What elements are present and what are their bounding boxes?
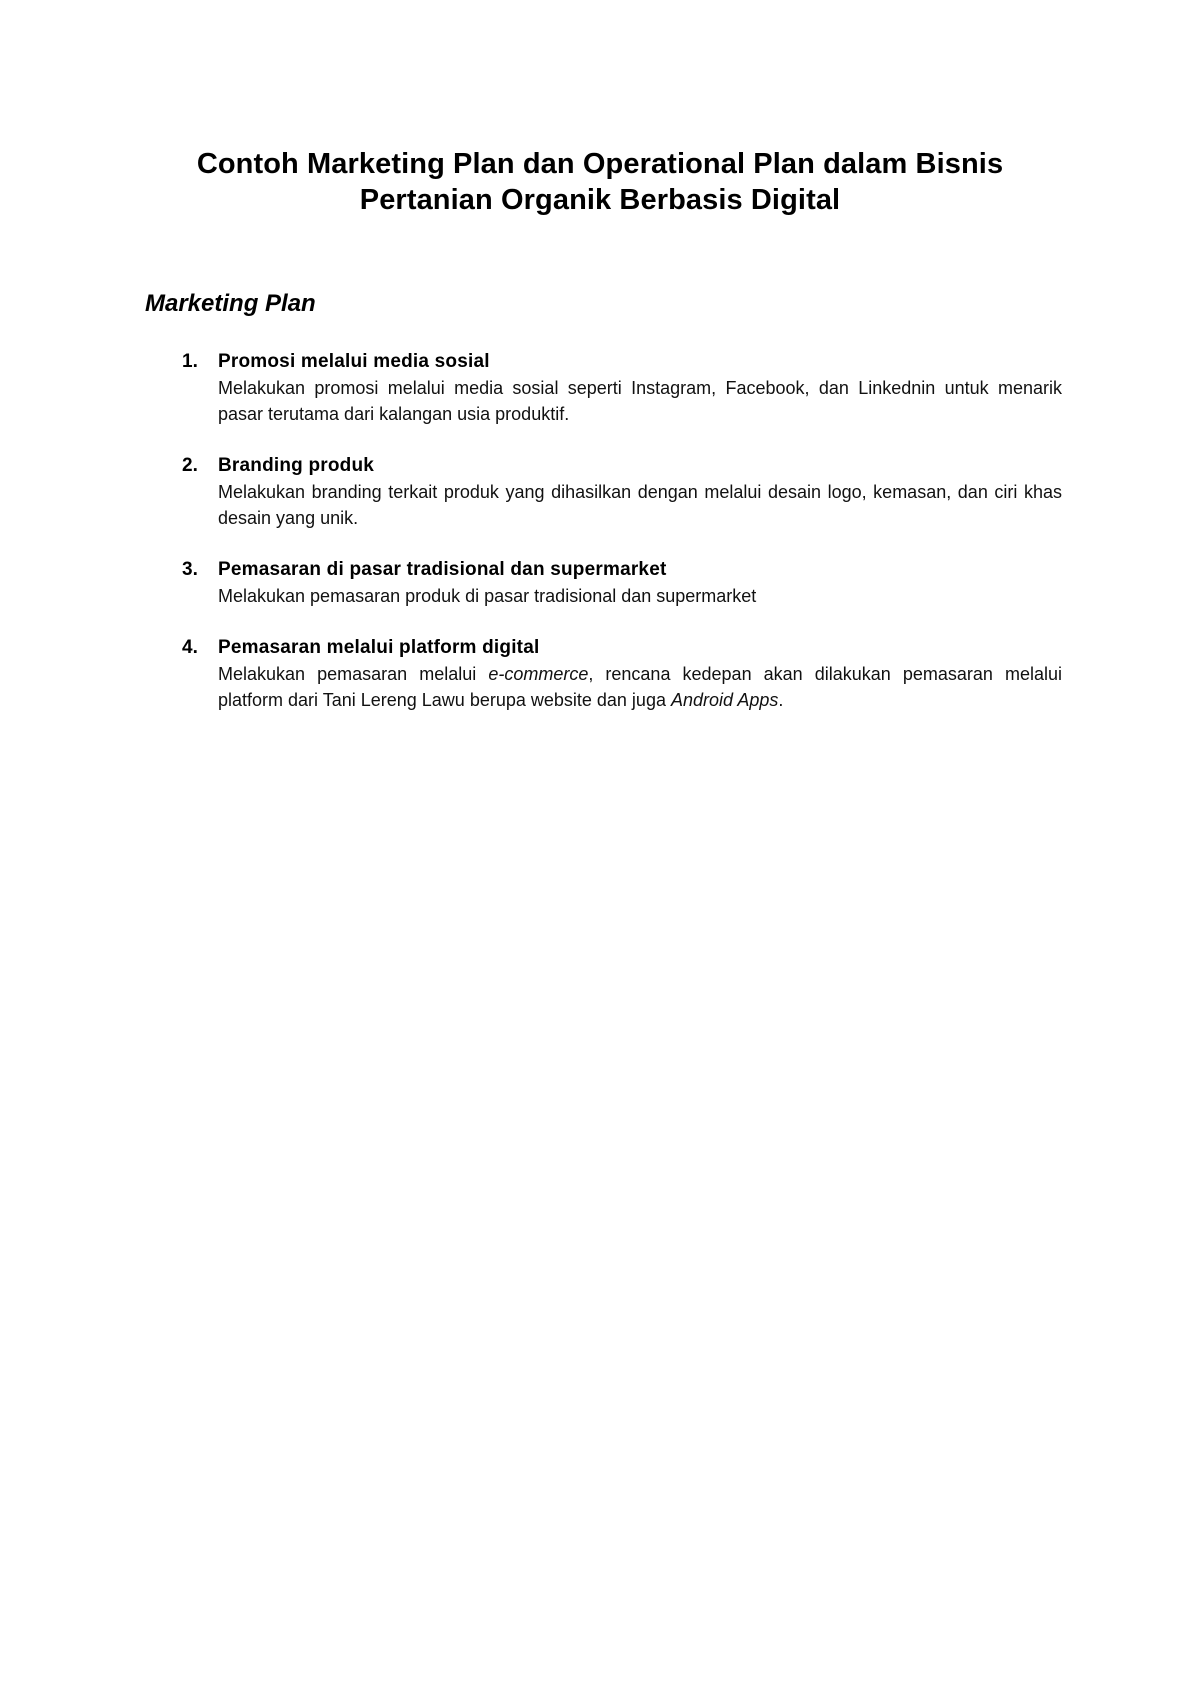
list-item-description: Melakukan branding terkait produk yang dihasilkan dengan melalui desain logo, kemasan, dan ciri khas desain yang unik. [218, 482, 1062, 528]
list-item-title: Promosi melalui media sosial [218, 351, 490, 372]
desc-italic-term: Android Apps [670, 690, 779, 710]
marketing-plan-list [145, 349, 1062, 739]
desc-text: , rencana kedepan akan dilakukan pemasaran melalui platform dari Tani Lereng Lawu berupa website dan juga [218, 664, 1062, 710]
list-item-description: Melakukan pemasaran produk di pasar tradisional dan supermarket [218, 586, 757, 606]
desc-italic-term: e-commerce [488, 664, 589, 684]
list-item-number: 3. [182, 559, 198, 580]
document-title-line-1: Contoh Marketing Plan dan Operational Plan dalam Bisnis [196, 148, 1004, 180]
list-item [145, 349, 1062, 427]
document-title-line-2: Pertanian Organik Berbasis Digital [359, 184, 841, 216]
document-title [140, 146, 1060, 218]
list-item-description [218, 661, 1062, 713]
list-item-title: Branding produk [218, 455, 375, 476]
list-item-number: 4. [182, 637, 198, 658]
list-item [145, 635, 1062, 713]
list-item [145, 453, 1062, 531]
list-item-title: Pemasaran di pasar tradisional dan supermarket [218, 559, 667, 580]
desc-text: . [778, 690, 784, 710]
list-item-number: 1. [182, 351, 198, 372]
list-item-title: Pemasaran melalui platform digital [218, 637, 540, 658]
list-item [145, 557, 1062, 609]
list-item-description: Melakukan promosi melalui media sosial seperti Instagram, Facebook, dan Linkednin untuk menarik pasar terutama dari kalangan usia produktif. [218, 378, 1062, 424]
desc-text: Melakukan pemasaran melalui [218, 664, 489, 684]
list-item-number: 2. [182, 455, 198, 476]
section-heading-marketing-plan: Marketing Plan [145, 290, 316, 317]
